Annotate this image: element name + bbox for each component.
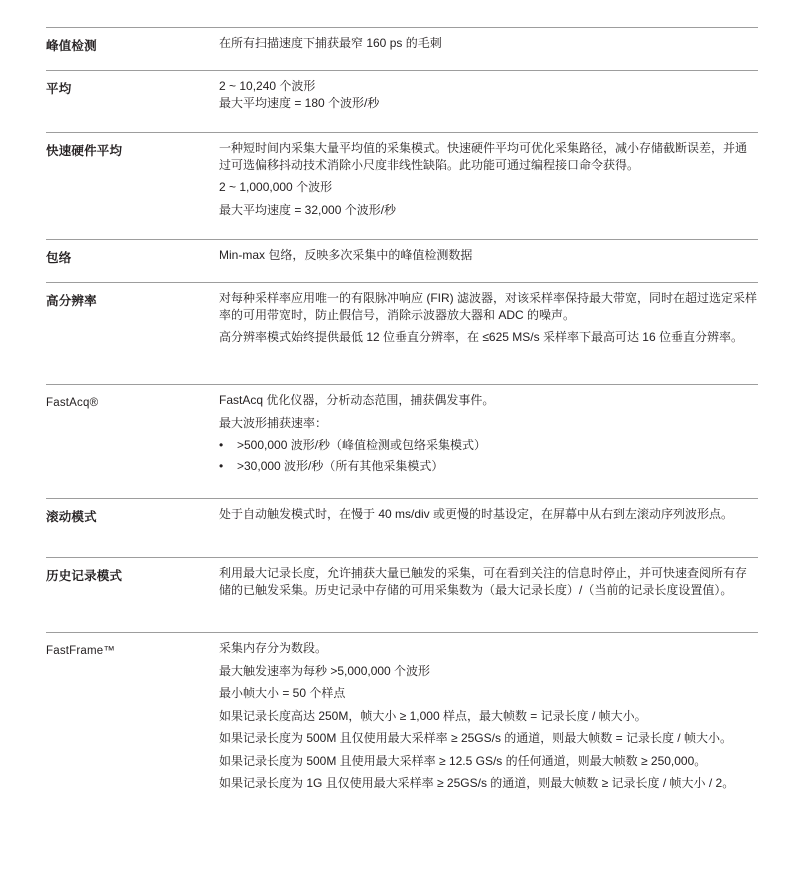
spec-bullet-list: [219, 437, 758, 474]
spec-paragraph: 处于自动触发模式时，在慢于 40 ms/div 或更慢的时基设定，在屏幕中从右到左滚动序列波形点。: [219, 507, 734, 521]
spec-paragraph: 采集内存分为数段。: [219, 641, 328, 655]
spec-row-peak-detect: [46, 27, 758, 70]
spec-row-average: [46, 70, 758, 132]
spec-paragraph: 如果记录长度为 500M 且仅使用最大采样率 ≥ 25GS/s 的通道，则最大帧数 = 记录长度 / 帧大小。: [219, 731, 732, 745]
spec-paragraph: 最大触发速率为每秒 >5,000,000 个波形: [219, 663, 431, 678]
spec-description: [219, 385, 758, 498]
spec-description: [219, 283, 758, 384]
spec-term: 峰值检测: [46, 39, 97, 53]
spec-row-fast-hardware-average: [46, 132, 758, 239]
spec-row-fastacq: [46, 384, 758, 498]
spec-paragraph: 如果记录长度高达 250M，帧大小 ≥ 1,000 样点，最大帧数 = 记录长度 / 帧大小。: [219, 708, 647, 723]
spec-paragraph: 2 ~ 10,240 个波形 最大平均速度 = 180 个波形/秒: [219, 79, 380, 110]
spec-row-high-resolution: [46, 282, 758, 384]
spec-row-fastframe: [46, 632, 758, 798]
spec-description: [219, 499, 758, 557]
spec-term: 包络: [46, 251, 72, 265]
spec-table: [46, 27, 758, 798]
spec-description: [219, 240, 758, 282]
spec-description: [219, 558, 758, 632]
bullet-icon: •: [219, 438, 224, 452]
spec-term: 历史记录模式: [46, 569, 123, 583]
spec-bullet-text: >500,000 波形/秒（峰值检测或包络采集模式）: [237, 438, 487, 452]
spec-paragraph: 高分辨率模式始终提供最低 12 位垂直分辨率，在 ≤625 MS/s 采样率下最高可达 16 位垂直分辨率。: [219, 330, 743, 344]
spec-description: [219, 71, 758, 132]
spec-paragraph: 利用最大记录长度，允许捕获大量已触发的采集，可在看到关注的信息时停止，并可快速查阅所有存储的已触发采集。历史记录中存储的可用采集数为（最大记录长度）/（当前的记录长度设置值）。: [219, 566, 748, 597]
spec-paragraph: 2 ~ 1,000,000 个波形: [219, 180, 333, 194]
bullet-icon: •: [219, 458, 224, 473]
spec-paragraph: Min-max 包络，反映多次采集中的峰值检测数据: [219, 248, 473, 262]
spec-term: 快速硬件平均: [46, 144, 123, 158]
spec-paragraph: 如果记录长度为 500M 且使用最大采样率 ≥ 12.5 GS/s 的任何通道，则最大帧数 ≥ 250,000。: [219, 753, 707, 768]
spec-paragraph: FastAcq 优化仪器，分析动态范围，捕获偶发事件。: [219, 393, 495, 407]
spec-description: [219, 633, 758, 798]
spec-term: FastAcq®: [46, 397, 99, 409]
spec-description: [219, 133, 758, 239]
spec-description: [219, 28, 758, 70]
spec-paragraph: 对每种采样率应用唯一的有限脉冲响应 (FIR) 滤波器，对该采样率保持最大带宽，同时在超过选定采样率的可用带宽时，防止假信号，消除示波器放大器和 ADC 的噪声。: [219, 291, 757, 322]
spec-bullet-item: [219, 458, 758, 475]
spec-term: 滚动模式: [46, 510, 97, 524]
spec-bullet-text: >30,000 波形/秒（所有其他采集模式）: [237, 458, 444, 473]
spec-paragraph: 最大波形捕获速率：: [219, 415, 328, 430]
spec-paragraph: 一种短时间内采集大量平均值的采集模式。快速硬件平均可优化采集路径，减小存储截断误差，并通过可选偏移抖动技术消除小尺度非线性缺陷。此功能可通过编程接口命令获得。: [219, 141, 748, 172]
spec-row-envelope: [46, 239, 758, 282]
spec-paragraph: 在所有扫描速度下捕获最窄 160 ps 的毛刺: [219, 36, 442, 50]
spec-row-history-mode: [46, 557, 758, 632]
spec-bullet-item: [219, 437, 758, 454]
spec-term: 平均: [46, 82, 72, 96]
spec-paragraph: 最小帧大小 = 50 个样点: [219, 686, 346, 700]
spec-term: FastFrame™: [46, 645, 116, 657]
spec-row-roll-mode: [46, 498, 758, 557]
spec-term: 高分辨率: [46, 294, 97, 308]
spec-paragraph: 如果记录长度为 1G 且仅使用最大采样率 ≥ 25GS/s 的通道，则最大帧数 ≥ 记录长度 / 帧大小 / 2。: [219, 776, 735, 790]
spec-paragraph: 最大平均速度 = 32,000 个波形/秒: [219, 202, 397, 217]
